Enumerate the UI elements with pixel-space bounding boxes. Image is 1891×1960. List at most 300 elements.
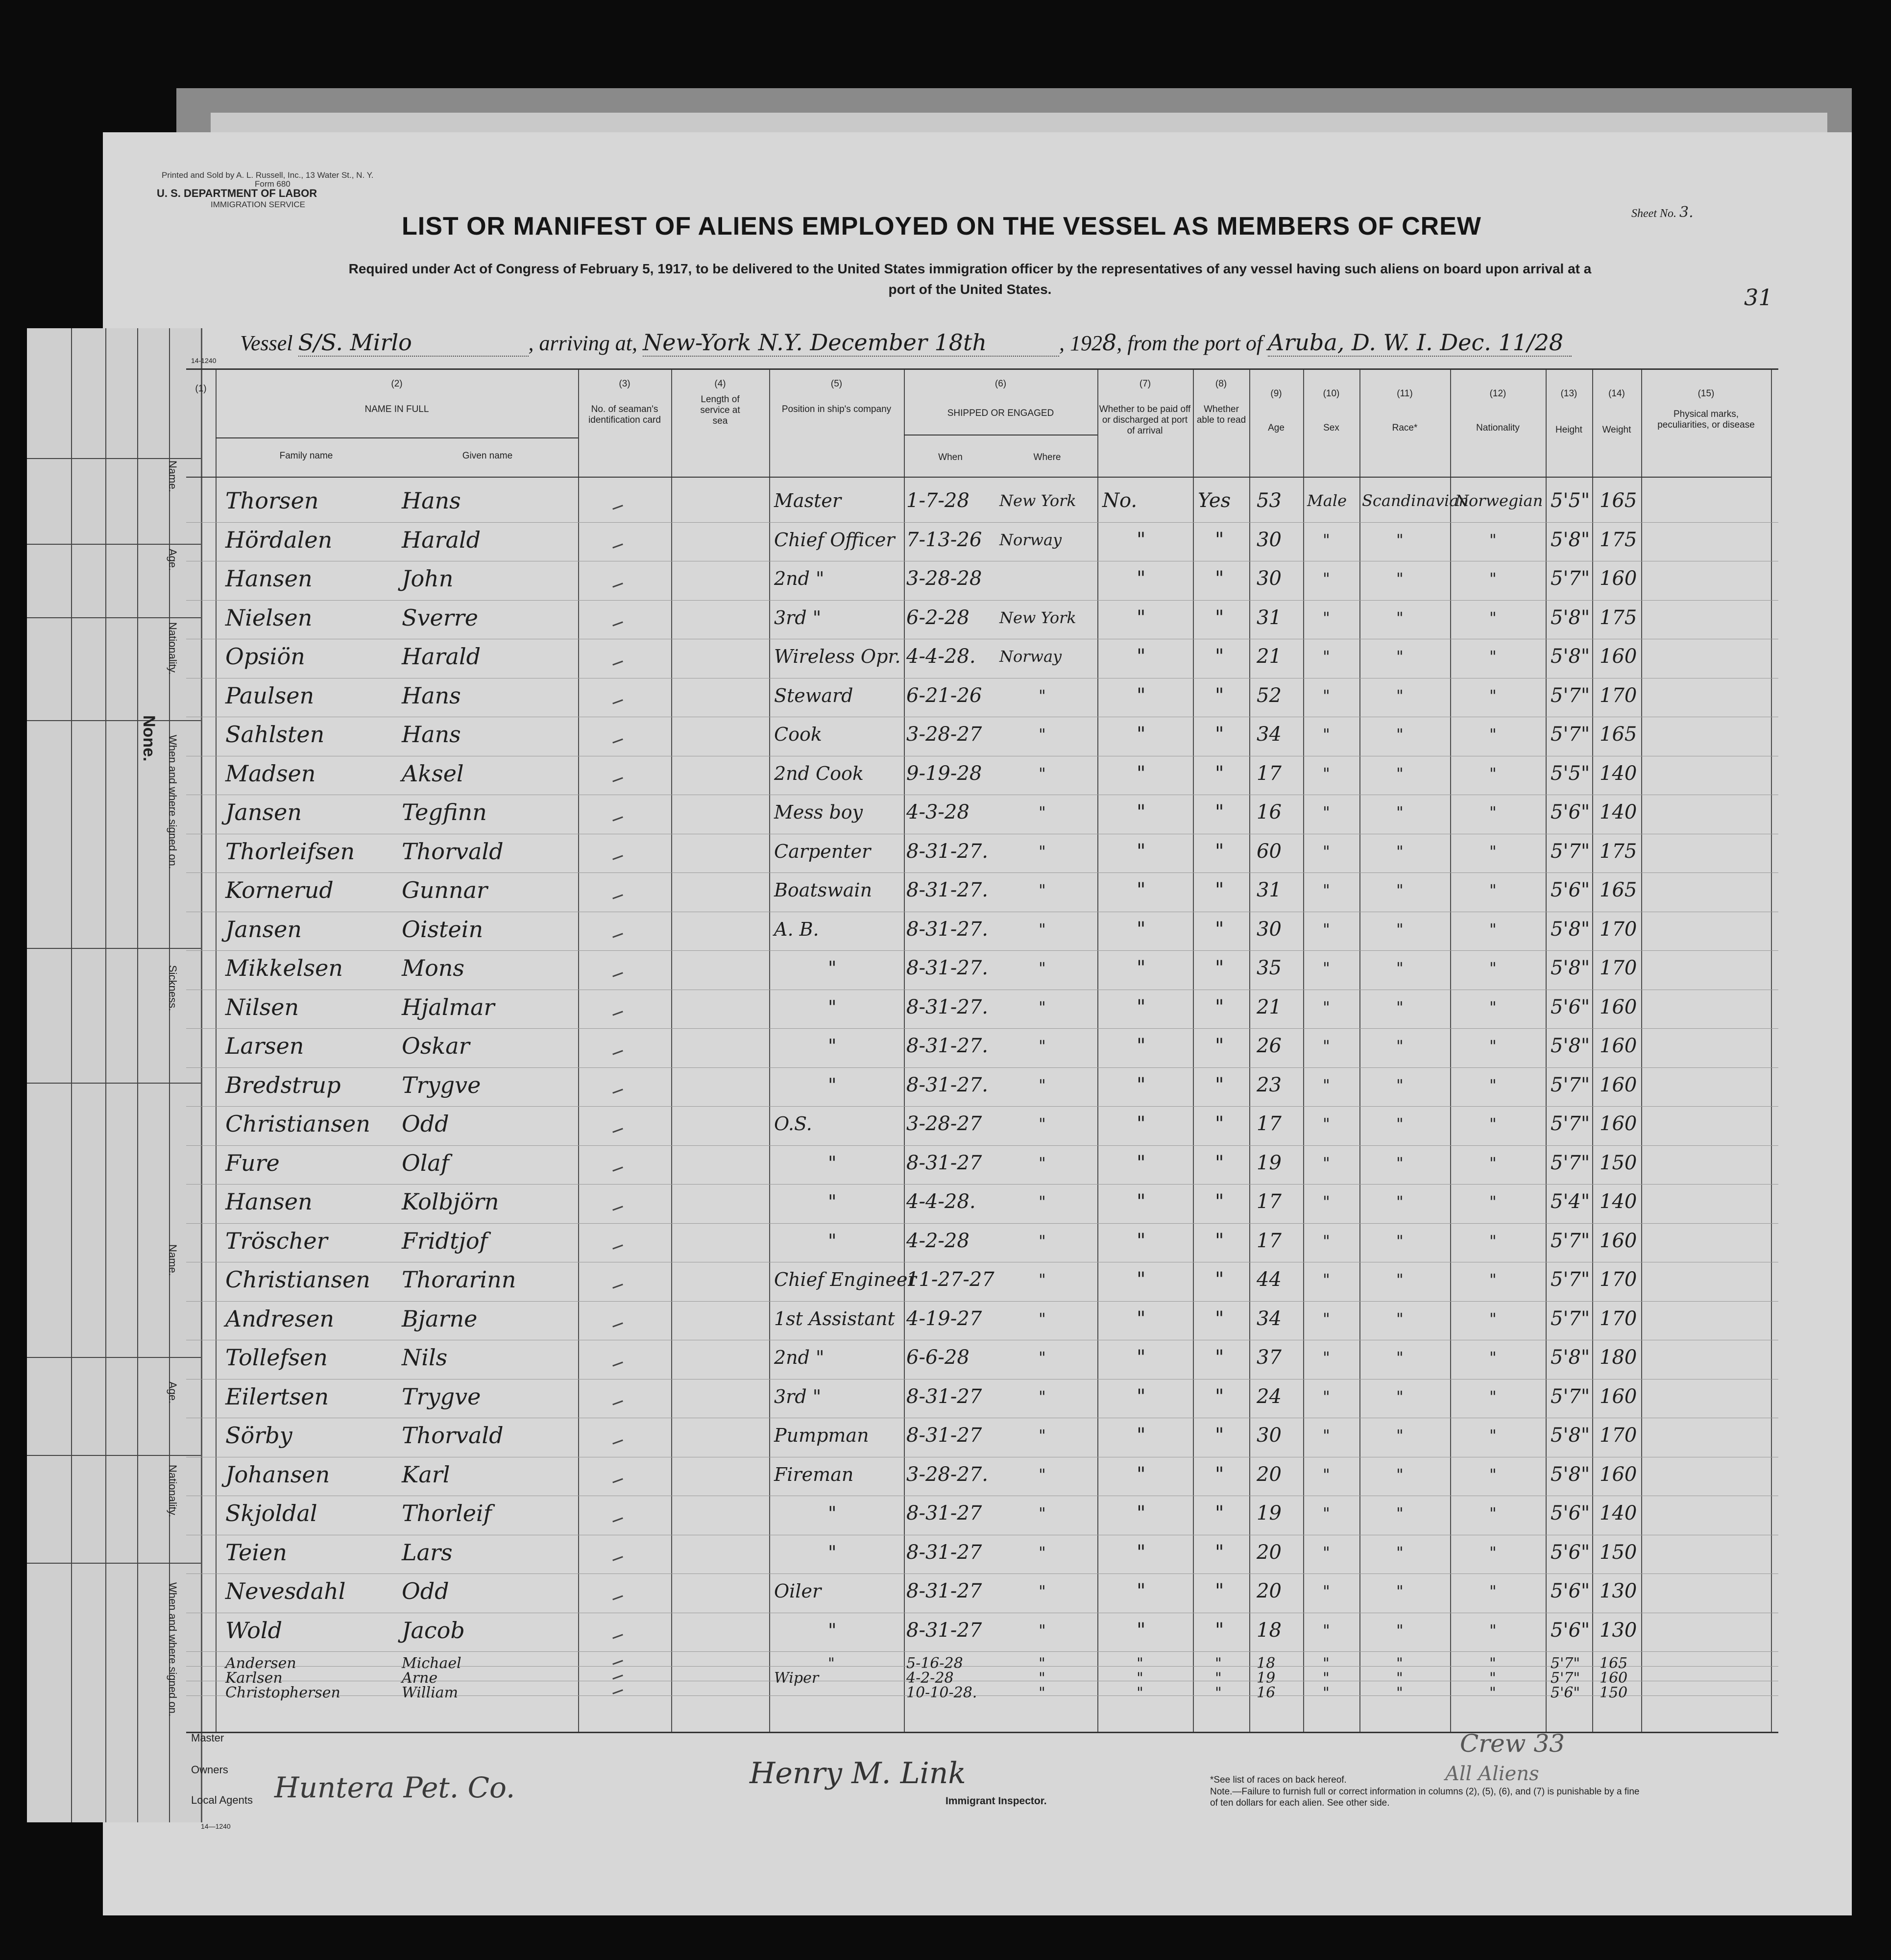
cell-where: " [1039, 1465, 1046, 1484]
cell-position: Carpenter [774, 840, 871, 862]
cell-age: 30 [1257, 1424, 1282, 1447]
cell-paid: " [1137, 1385, 1146, 1408]
cell-nationality: " [1489, 1504, 1497, 1523]
cell-sex: Male [1307, 491, 1347, 510]
cell-nationality: " [1489, 803, 1497, 822]
cell-when: 4-4-28. [906, 1190, 976, 1213]
cell-age: 52 [1257, 684, 1282, 707]
cell-family: Andersen [225, 1655, 296, 1672]
cell-paid: " [1137, 528, 1146, 551]
side-label-name-2: Name. [167, 1244, 179, 1276]
id-card-dash [612, 1401, 623, 1405]
cell-position: " [828, 957, 837, 979]
cell-given: Lars [402, 1539, 453, 1566]
cell-given: Olaf [402, 1149, 449, 1176]
cell-read: " [1215, 1307, 1224, 1330]
cell-family: Karlsen [225, 1670, 283, 1687]
cell-when: 4-3-28 [906, 801, 970, 823]
cell-read: " [1215, 1424, 1224, 1447]
cell-race: " [1396, 997, 1404, 1016]
cell-read: " [1215, 1502, 1224, 1524]
col6-when: When [938, 452, 963, 462]
cell-weight: 180 [1600, 1346, 1637, 1369]
col7-title: Whether to be paid off or discharged at port of arrival [1099, 404, 1191, 436]
cell-age: 19 [1257, 1670, 1276, 1687]
cell-sex: " [1323, 686, 1330, 705]
cell-height: 5'7" [1551, 1655, 1580, 1672]
cell-sex: " [1323, 1114, 1330, 1133]
cell-weight: 130 [1600, 1580, 1637, 1602]
side-label-signed-on: When and where signed on. [167, 735, 179, 869]
cell-where: " [1039, 1582, 1046, 1600]
cell-sex: " [1323, 608, 1330, 627]
cell-height: 5'7" [1551, 1670, 1580, 1687]
cell-weight: 140 [1600, 762, 1637, 785]
crew-table [186, 368, 1778, 1733]
cell-age: 24 [1257, 1385, 1282, 1408]
col13-title: Height [1555, 425, 1582, 435]
cell-family: Sörby [225, 1422, 292, 1449]
col12-num: (12) [1489, 388, 1506, 399]
cell-family: Tröscher [225, 1227, 328, 1254]
cell-position: Chief Officer [774, 529, 895, 551]
col10-title: Sex [1323, 423, 1339, 433]
year-value: 8 [1102, 329, 1117, 356]
cell-position: 3rd " [774, 1385, 822, 1407]
col8-num: (8) [1215, 379, 1227, 389]
cell-race: " [1396, 1670, 1403, 1687]
cell-paid: " [1137, 918, 1146, 941]
cell-position: A. B. [774, 918, 819, 940]
cell-family: Paulsen [225, 682, 315, 709]
col5-title: Position in ship's company [781, 404, 892, 414]
cell-race: " [1396, 1684, 1403, 1701]
cell-given: Harald [402, 643, 481, 670]
cell-position: Wiper [774, 1670, 819, 1687]
cell-sex: " [1323, 1348, 1330, 1367]
cell-where: " [1039, 1153, 1046, 1172]
cell-nationality: " [1489, 569, 1497, 588]
id-card-dash [612, 1517, 623, 1522]
cell-read: " [1215, 1151, 1224, 1174]
cell-position: " [828, 996, 837, 1018]
cell-when: 5-16-28 [906, 1655, 963, 1672]
cell-when: 7-13-26 [906, 528, 982, 551]
cell-position: Fireman [774, 1463, 854, 1485]
cell-weight: 175 [1600, 528, 1637, 551]
cell-race: " [1396, 1309, 1404, 1328]
cell-read: " [1215, 1670, 1222, 1687]
cell-nationality: " [1489, 1655, 1496, 1672]
cell-sex: " [1323, 1621, 1330, 1640]
cell-where: " [1039, 842, 1046, 861]
cell-race: " [1396, 1387, 1404, 1406]
cell-read: " [1215, 1035, 1224, 1057]
id-card-dash [612, 738, 623, 743]
cell-nationality: " [1489, 881, 1497, 899]
cell-nationality: " [1489, 1114, 1497, 1133]
id-card-dash [612, 505, 623, 509]
cell-given: Gunnar [402, 877, 488, 903]
id-card-dash [612, 1011, 623, 1016]
col2-given: Given name [462, 451, 513, 461]
id-card-dash [612, 1556, 623, 1561]
cell-when: 4-2-28 [906, 1229, 970, 1252]
cell-nationality: " [1489, 1426, 1497, 1445]
cell-height: 5'8" [1551, 1035, 1590, 1057]
id-card-dash [612, 1128, 623, 1133]
cell-race: " [1396, 920, 1404, 939]
cell-nationality: " [1489, 1075, 1497, 1094]
cell-where: " [1039, 1037, 1046, 1055]
cell-when: 8-31-27 [906, 1385, 982, 1408]
cell-when: 4-2-28 [906, 1670, 954, 1687]
cell-family: Eilertsen [225, 1383, 329, 1410]
cell-when: 8-31-27. [906, 879, 988, 901]
cell-height: 5'8" [1551, 606, 1590, 629]
col8-title: Whether able to read [1196, 404, 1246, 425]
cell-race: " [1396, 608, 1404, 627]
cell-age: 34 [1257, 1307, 1282, 1330]
cell-given: Thorvald [402, 838, 504, 865]
cell-family: Nielsen [225, 604, 313, 631]
cell-position: " [828, 1619, 837, 1641]
cell-family: Christiansen [225, 1266, 370, 1293]
cell-race: " [1396, 764, 1404, 783]
side-strip [27, 328, 202, 1822]
cell-age: 30 [1257, 528, 1282, 551]
cell-paid: " [1137, 1073, 1146, 1096]
cell-when: 6-2-28 [906, 606, 970, 629]
cell-read: " [1215, 918, 1224, 941]
row-rule [186, 1028, 1778, 1029]
cell-race: " [1396, 1543, 1404, 1562]
cell-sex: " [1323, 1670, 1330, 1687]
cell-race: " [1396, 1270, 1404, 1289]
cell-when: 10-10-28. [906, 1684, 977, 1701]
cell-where: " [1039, 1270, 1046, 1289]
cell-position: 3rd " [774, 606, 822, 629]
cell-height: 5'6" [1551, 995, 1590, 1018]
cell-position: Chief Engineer [774, 1269, 917, 1290]
cell-sex: " [1323, 1153, 1330, 1172]
cell-height: 5'5" [1551, 489, 1590, 512]
cell-when: 8-31-27. [906, 1073, 988, 1096]
cell-height: 5'8" [1551, 918, 1590, 941]
cell-weight: 140 [1600, 1190, 1637, 1213]
cell-where: " [1039, 1621, 1046, 1640]
service: IMMIGRATION SERVICE [211, 200, 306, 209]
cell-weight: 170 [1600, 918, 1637, 941]
cell-nationality: " [1489, 647, 1497, 666]
cell-height: 5'7" [1551, 684, 1590, 707]
cell-sex: " [1323, 920, 1330, 939]
cell-nationality: " [1489, 1465, 1497, 1484]
cell-weight: 160 [1600, 1463, 1637, 1486]
col15-num: (15) [1697, 388, 1715, 399]
cell-read: " [1215, 1580, 1224, 1602]
col6-title: SHIPPED OR ENGAGED [947, 408, 1054, 418]
cell-read: " [1215, 1190, 1224, 1213]
cell-family: Hansen [225, 1188, 313, 1215]
cell-height: 5'6" [1551, 879, 1590, 901]
col14-title: Weight [1602, 425, 1631, 435]
cell-age: 16 [1257, 1684, 1276, 1701]
cell-given: John [402, 565, 454, 592]
cell-age: 26 [1257, 1035, 1282, 1057]
cell-read: " [1215, 723, 1224, 746]
year-prefix: , 192 [1059, 331, 1102, 355]
cell-position: Boatswain [774, 879, 873, 901]
cell-age: 21 [1257, 995, 1282, 1018]
id-card-dash [612, 1283, 623, 1288]
cell-sex: " [1323, 764, 1330, 783]
cell-weight: 170 [1600, 1307, 1637, 1330]
cell-height: 5'7" [1551, 1113, 1590, 1135]
cell-age: 20 [1257, 1541, 1282, 1564]
cell-sex: " [1323, 647, 1330, 666]
row-rule [186, 1184, 1778, 1185]
arriving-value: New-York N.Y. December 18th [643, 329, 1059, 357]
cell-height: 5'8" [1551, 645, 1590, 668]
side-label-sickness: Sickness. [167, 965, 179, 1012]
cell-where: " [1039, 1504, 1046, 1523]
cell-paid: " [1137, 957, 1146, 979]
cell-family: Madsen [225, 760, 316, 787]
side-label-nationality: Nationality. [167, 622, 179, 675]
cell-paid: " [1137, 879, 1146, 901]
cell-height: 5'8" [1551, 528, 1590, 551]
id-card-dash [612, 1478, 623, 1483]
cell-given: Fridtjof [402, 1227, 488, 1254]
cell-when: 4-4-28. [906, 645, 976, 668]
cell-nationality: " [1489, 1192, 1497, 1211]
cell-where: New York [999, 608, 1076, 627]
cell-read: Yes [1198, 489, 1231, 512]
id-card-dash [612, 1439, 623, 1444]
cell-nationality: " [1489, 1543, 1497, 1562]
cell-race: " [1396, 1465, 1404, 1484]
cell-when: 11-27-27 [906, 1268, 994, 1291]
cell-height: 5'7" [1551, 567, 1590, 590]
id-card-dash [612, 1167, 623, 1172]
col6-num: (6) [994, 379, 1007, 389]
note-text: Note.—Failure to furnish full or correct information in columns (2), (5), (6), and (7) is punishable by a fine of ten dollars for each alien. See other side. [1210, 1787, 1640, 1808]
cell-when: 8-31-27. [906, 1035, 988, 1057]
cell-height: 5'7" [1551, 1151, 1590, 1174]
agents-signature: Huntera Pet. Co. [274, 1771, 515, 1804]
id-card-dash [612, 1634, 623, 1639]
footer-code: 14—1240 [201, 1822, 231, 1830]
col14-num: (14) [1608, 388, 1625, 399]
cell-where: " [1039, 1348, 1046, 1367]
cell-nationality: " [1489, 1153, 1497, 1172]
row-rule [186, 1223, 1778, 1224]
cell-read: " [1215, 1655, 1222, 1672]
cell-where: Norway [999, 647, 1062, 666]
id-card-dash [612, 894, 623, 899]
cell-where: New York [999, 491, 1076, 510]
cell-race: " [1396, 1655, 1403, 1672]
row-rule [186, 1067, 1778, 1068]
cell-given: Kolbjörn [402, 1188, 499, 1215]
cell-position: " [828, 1152, 837, 1174]
cell-paid: " [1137, 1229, 1146, 1252]
col5-num: (5) [830, 379, 843, 389]
cell-family: Johansen [225, 1461, 330, 1488]
cell-read: " [1215, 1463, 1224, 1486]
cell-sex: " [1323, 842, 1330, 861]
cell-when: 4-19-27 [906, 1307, 982, 1330]
cell-given: Thorarinn [402, 1266, 516, 1293]
cell-paid: " [1137, 1670, 1143, 1687]
cell-family: Nilsen [225, 993, 299, 1020]
stock-code: 14-1240 [191, 357, 217, 364]
cell-read: " [1215, 1619, 1224, 1642]
cell-when: 6-21-26 [906, 684, 982, 707]
from-label: , from the port of [1116, 331, 1263, 355]
side-label-nationality-2: Nationality. [167, 1465, 179, 1518]
cell-sex: " [1323, 1655, 1330, 1672]
cell-family: Christiansen [225, 1111, 370, 1137]
cell-weight: 140 [1600, 1502, 1637, 1524]
cell-paid: " [1137, 995, 1146, 1018]
cell-when: 9-19-28 [906, 762, 982, 785]
cell-position: 2nd Cook [774, 762, 864, 784]
cell-height: 5'5" [1551, 762, 1590, 785]
cell-height: 5'7" [1551, 1268, 1590, 1291]
cell-position: " [828, 1035, 837, 1057]
cell-position: " [828, 1502, 837, 1524]
col2-num: (2) [391, 379, 403, 389]
cell-where: " [1039, 1192, 1046, 1211]
cell-paid: " [1137, 1113, 1146, 1135]
cell-paid: " [1137, 1307, 1146, 1330]
cell-given: Sverre [402, 604, 478, 631]
subtitle-line-1: Required under Act of Congress of February 5, 1917, to be delivered to the United States immigration officer by the representatives of any vessel having such aliens on board upon arrival at a [348, 261, 1592, 276]
cell-race: " [1396, 1348, 1404, 1367]
cell-nationality: " [1489, 1037, 1497, 1055]
cell-position: O.S. [774, 1113, 812, 1135]
cell-nationality: " [1489, 764, 1497, 783]
cell-nationality: " [1489, 1621, 1497, 1640]
cell-age: 44 [1257, 1268, 1282, 1291]
cell-weight: 150 [1600, 1541, 1637, 1564]
cell-weight: 175 [1600, 840, 1637, 863]
cell-where: " [1039, 1114, 1046, 1133]
cell-given: Trygve [402, 1383, 481, 1410]
side-label-age-2: Age. [167, 1381, 179, 1404]
cell-nationality: " [1489, 920, 1497, 939]
cell-weight: 160 [1600, 1035, 1637, 1057]
side-none-label: None. [140, 715, 158, 762]
cell-race: " [1396, 1621, 1404, 1640]
cell-given: Arne [402, 1670, 438, 1687]
col9-num: (9) [1270, 388, 1282, 399]
cell-given: Karl [402, 1461, 450, 1488]
cell-nationality: " [1489, 997, 1497, 1016]
cell-race: " [1396, 1037, 1404, 1055]
cell-sex: " [1323, 1309, 1330, 1328]
cell-sex: " [1323, 1543, 1330, 1562]
cell-sex: " [1323, 1037, 1330, 1055]
cell-height: 5'8" [1551, 957, 1590, 979]
id-card-dash [612, 816, 623, 821]
cell-age: 30 [1257, 918, 1282, 941]
cell-when: 8-31-27. [906, 840, 988, 863]
subtitle [223, 259, 1717, 300]
cell-weight: 170 [1600, 1268, 1637, 1291]
cell-nationality: Norwegian [1455, 491, 1543, 510]
cell-weight: 150 [1600, 1684, 1628, 1701]
note-races: *See list of races on back hereof. [1210, 1775, 1347, 1785]
cell-height: 5'7" [1551, 1385, 1590, 1408]
col6-where: Where [1033, 452, 1061, 462]
page-number: 31 [1744, 284, 1773, 311]
cell-read: " [1215, 879, 1224, 901]
sheet-number: Sheet No. 3. [1631, 204, 1694, 221]
id-card-dash [612, 660, 623, 665]
cell-height: 5'7" [1551, 1229, 1590, 1252]
cell-paid: " [1137, 1580, 1146, 1602]
cell-paid: " [1137, 1190, 1146, 1213]
cell-race: " [1396, 1192, 1404, 1211]
cell-read: " [1215, 801, 1224, 823]
cell-read: " [1215, 1229, 1224, 1252]
cell-family: Jansen [225, 916, 302, 943]
cell-paid: " [1137, 645, 1146, 668]
cell-weight: 160 [1600, 1385, 1637, 1408]
col9-title: Age [1268, 423, 1285, 433]
cell-weight: 165 [1600, 1655, 1628, 1672]
cell-age: 18 [1257, 1655, 1276, 1672]
cell-paid: " [1137, 1684, 1143, 1701]
cell-family: Bredstrup [225, 1071, 341, 1098]
cell-sex: " [1323, 1465, 1330, 1484]
cell-given: Thorleif [402, 1500, 492, 1526]
cell-height: 5'7" [1551, 1307, 1590, 1330]
cell-height: 5'6" [1551, 1684, 1580, 1701]
cell-nationality: " [1489, 959, 1497, 977]
cell-height: 5'6" [1551, 1580, 1590, 1602]
cell-weight: 160 [1600, 995, 1637, 1018]
cell-where: " [1039, 1231, 1046, 1250]
id-card-dash [612, 1245, 623, 1250]
cell-family: Andresen [225, 1305, 334, 1332]
subtitle-line-2: port of the United States. [888, 282, 1052, 297]
cell-read: " [1215, 840, 1224, 863]
cell-race: " [1396, 803, 1404, 822]
cell-family: Opsiön [225, 643, 305, 670]
cell-sex: " [1323, 959, 1330, 977]
cell-where: " [1039, 764, 1046, 783]
cell-weight: 160 [1600, 1073, 1637, 1096]
row-rule [186, 1651, 1778, 1652]
cell-race: " [1396, 1114, 1404, 1133]
cell-sex: " [1323, 803, 1330, 822]
cell-nationality: " [1489, 1231, 1497, 1250]
cell-age: 31 [1257, 879, 1282, 901]
cell-nationality: " [1489, 530, 1497, 549]
cell-nationality: " [1489, 1684, 1496, 1701]
cell-age: 60 [1257, 840, 1282, 863]
cell-paid: " [1137, 1619, 1146, 1642]
cell-read: " [1215, 1541, 1224, 1564]
cell-position: Steward [774, 684, 853, 706]
cell-sex: " [1323, 1684, 1330, 1701]
cell-when: 8-31-27. [906, 995, 988, 1018]
cell-given: Trygve [402, 1071, 481, 1098]
